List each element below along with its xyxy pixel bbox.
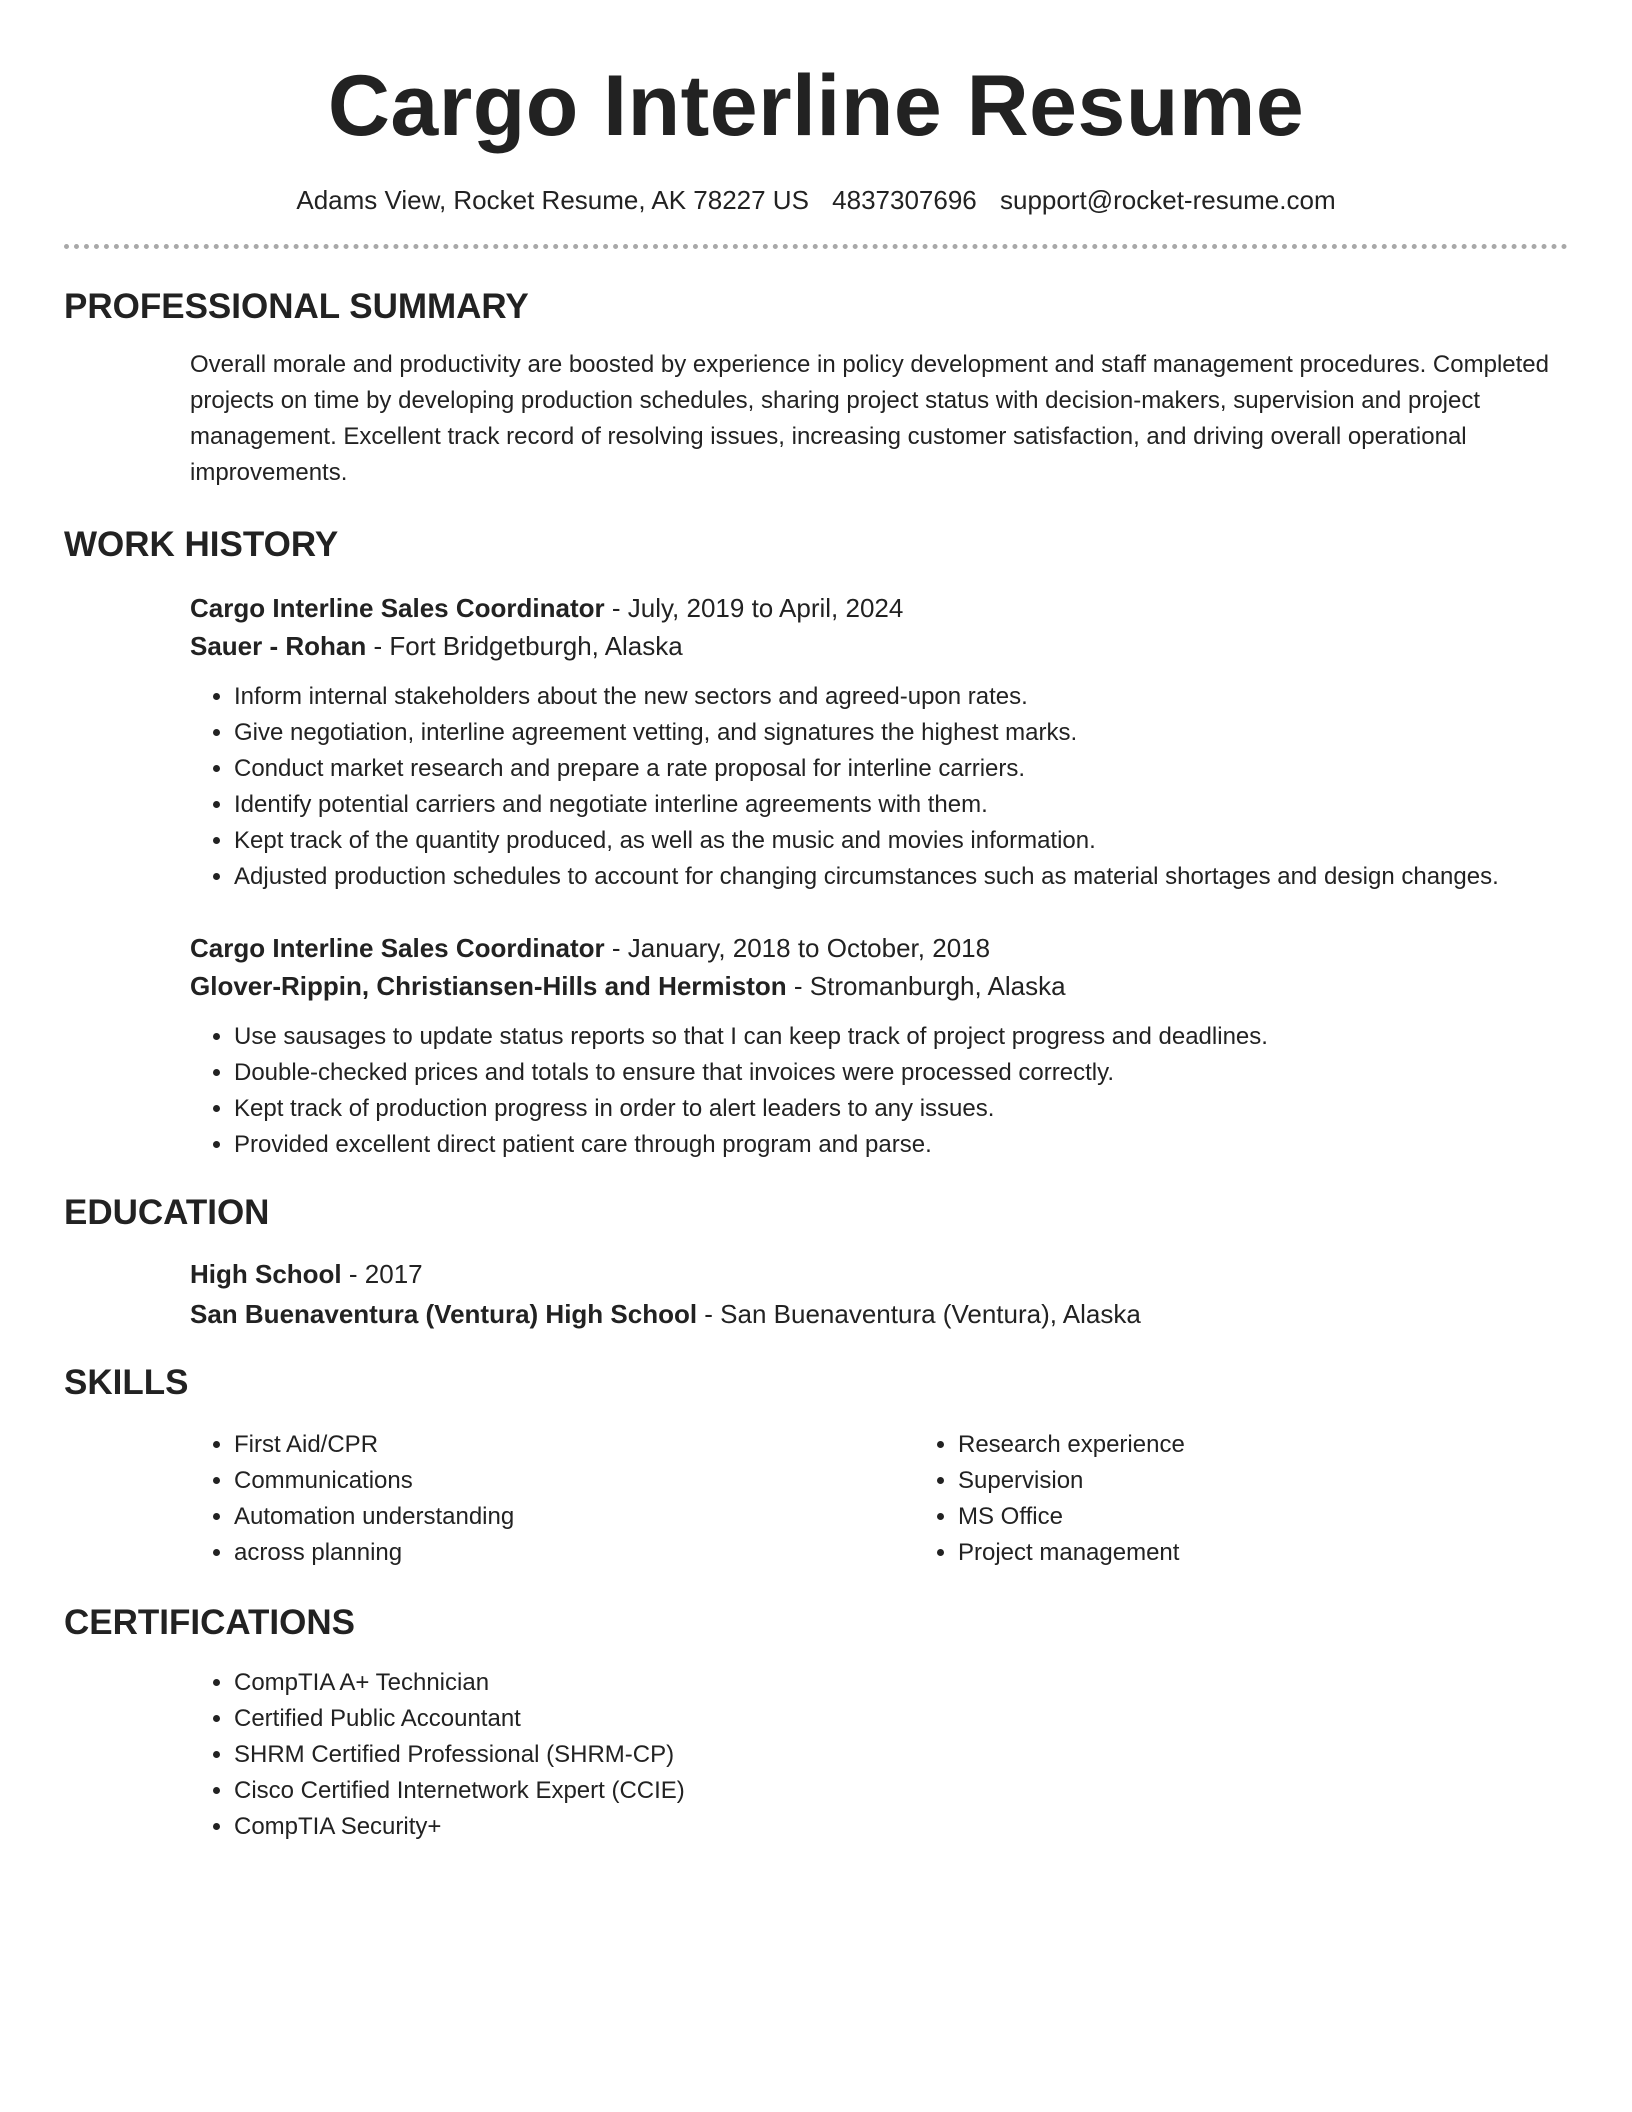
list-item: • Inform internal stakeholders about the new sectors and agreed-upon rates. (234, 679, 1568, 715)
skills-heading: SKILLS (64, 1363, 189, 1402)
job-dates: - January, 2018 to October, 2018 (604, 933, 991, 963)
list-item: • Supervision (958, 1463, 1568, 1499)
list-item: • Project management (958, 1535, 1568, 1571)
certifications-body (64, 1665, 1568, 1845)
education-heading: EDUCATION (64, 1193, 270, 1232)
education-degree-line (190, 1255, 1568, 1293)
job-role: Cargo Interline Sales Coordinator (190, 933, 605, 963)
list-item: • Automation understanding (234, 1499, 914, 1535)
education-school: San Buenaventura (Ventura) High School (190, 1299, 698, 1329)
education-entry (64, 1255, 1568, 1333)
work-history-heading: WORK HISTORY (64, 525, 339, 564)
list-item: • Provided excellent direct patient care through program and parse. (234, 1127, 1568, 1163)
summary-text: Overall morale and productivity are boosted by experience in policy development and staff management procedures. Completed projects on time by developing production schedules, sharing project status with decision-makers, supervision and project management. Excellent track record of resolving issues, increasing customer satisfaction, and driving overall operational improvements. (190, 351, 1549, 486)
resume-header (64, 0, 1568, 249)
education-school-line (190, 1295, 1568, 1333)
list-item: • First Aid/CPR (234, 1427, 914, 1463)
list-item: • Adjusted production schedules to account for changing circumstances such as material shortages and design changes. (234, 859, 1568, 895)
education-location: - San Buenaventura (Ventura), Alaska (697, 1299, 1141, 1329)
list-item: • Research experience (958, 1427, 1568, 1463)
dotted-divider (64, 244, 1568, 249)
list-item: • Cisco Certified Internetwork Expert (CCIE) (234, 1773, 1568, 1809)
list-item: • Identify potential carriers and negotiate interline agreements with them. (234, 787, 1568, 823)
summary-section (64, 287, 1568, 491)
skills-list-right (914, 1427, 1568, 1571)
certifications-section (64, 1603, 1568, 1845)
job-company: Glover-Rippin, Christiansen-Hills and Hermiston (190, 971, 787, 1001)
certifications-list (190, 1665, 1568, 1845)
list-item: • CompTIA Security+ (234, 1809, 1568, 1845)
education-year: - 2017 (341, 1259, 423, 1289)
contact-line (64, 184, 1568, 216)
job-company-line (190, 967, 1568, 1005)
job-entry (64, 589, 1568, 895)
job-duties-list (190, 679, 1568, 895)
job-entry (64, 929, 1568, 1163)
list-item: • SHRM Certified Professional (SHRM-CP) (234, 1737, 1568, 1773)
job-dates: - July, 2019 to April, 2024 (604, 593, 904, 623)
education-section (64, 1193, 1568, 1333)
list-item: • Kept track of production progress in order to alert leaders to any issues. (234, 1091, 1568, 1127)
job-location: - Stromanburgh, Alaska (786, 971, 1066, 1001)
job-duties-list (190, 1019, 1568, 1163)
skills-columns (64, 1427, 1568, 1571)
job-role: Cargo Interline Sales Coordinator (190, 593, 605, 623)
contact-phone: 4837307696 (832, 185, 977, 215)
job-company: Sauer - Rohan (190, 631, 367, 661)
summary-heading: PROFESSIONAL SUMMARY (64, 287, 529, 326)
list-item: • Conduct market research and prepare a rate proposal for interline carriers. (234, 751, 1568, 787)
certifications-heading: CERTIFICATIONS (64, 1603, 356, 1642)
job-title-line (190, 929, 1568, 967)
contact-email: support@rocket-resume.com (1000, 185, 1336, 215)
job-location: - Fort Bridgetburgh, Alaska (366, 631, 683, 661)
list-item: • Use sausages to update status reports so that I can keep track of project progress and deadlines. (234, 1019, 1568, 1055)
list-item: • CompTIA A+ Technician (234, 1665, 1568, 1701)
list-item: • Double-checked prices and totals to ensure that invoices were processed correctly. (234, 1055, 1568, 1091)
contact-address: Adams View, Rocket Resume, AK 78227 US (296, 185, 809, 215)
resume-title: Cargo Interline Resume (327, 58, 1305, 154)
list-item: • Kept track of the quantity produced, as well as the music and movies information. (234, 823, 1568, 859)
list-item: • across planning (234, 1535, 914, 1571)
list-item: • Communications (234, 1463, 914, 1499)
list-item: • MS Office (958, 1499, 1568, 1535)
list-item: • Certified Public Accountant (234, 1701, 1568, 1737)
job-company-line (190, 627, 1568, 665)
education-degree: High School (190, 1259, 342, 1289)
job-title-line (190, 589, 1568, 627)
skills-list-left (190, 1427, 914, 1571)
work-history-section (64, 525, 1568, 1163)
list-item: • Give negotiation, interline agreement vetting, and signatures the highest marks. (234, 715, 1568, 751)
skills-section (64, 1363, 1568, 1571)
